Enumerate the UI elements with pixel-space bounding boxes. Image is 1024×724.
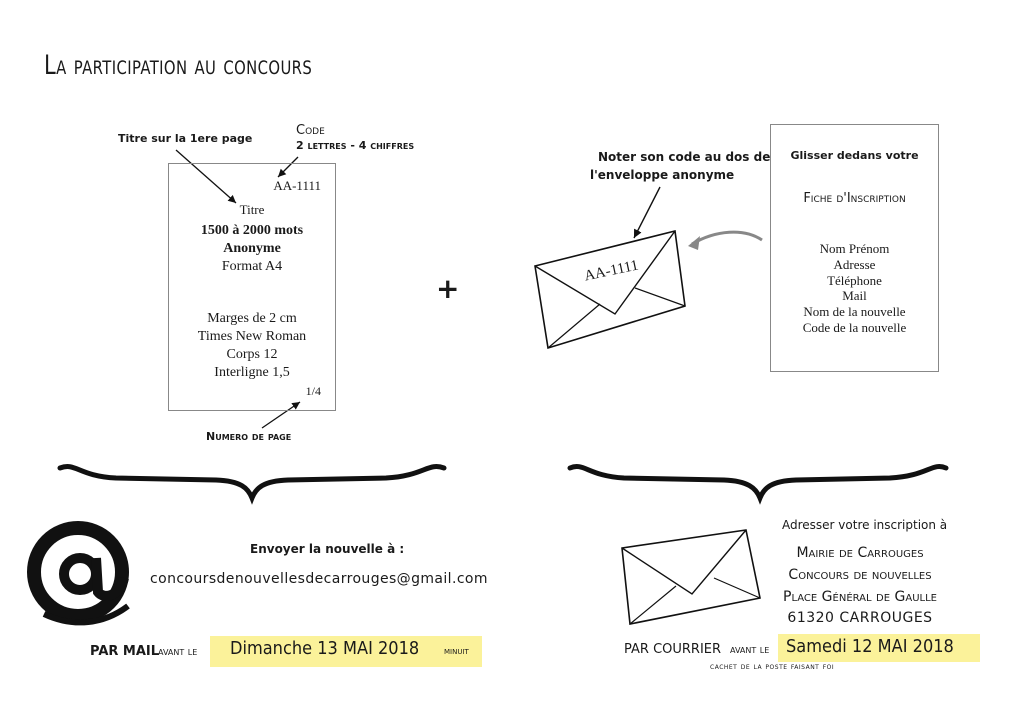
postmark-note: cachet de la poste faisant foi — [710, 662, 835, 672]
fiche-fields — [771, 241, 938, 336]
brace-left-icon — [56, 460, 448, 504]
at-sign-icon — [24, 518, 136, 626]
by-mail-label: PAR MAIL — [90, 644, 160, 659]
code-label: Code — [296, 123, 325, 138]
envelope-code: AA-1111 — [582, 257, 640, 285]
manuscript-anonymous: Anonyme — [223, 241, 281, 256]
address-line2: Concours de nouvelles — [788, 567, 932, 583]
manuscript-format: Format A4 — [221, 259, 283, 274]
manuscript-font: Times New Roman — [197, 329, 307, 344]
fiche-field: Nom de la nouvelle — [803, 304, 906, 320]
fiche-field: Code de la nouvelle — [802, 319, 907, 335]
address-line1: Mairie de Carrouges — [796, 545, 924, 561]
by-post-label: PAR COURRIER — [624, 642, 722, 657]
fiche-field: Mail — [842, 288, 867, 304]
page-number-label: Numero de page — [206, 430, 292, 443]
plus-sign: + — [436, 272, 460, 305]
curved-arrow-icon — [686, 226, 766, 256]
manuscript-size: Corps 12 — [226, 347, 278, 362]
address-line3: Place Général de Gaulle — [783, 589, 937, 605]
manuscript-page — [168, 163, 336, 411]
email-link[interactable]: concoursdenouvellesdecarrouges@gmail.com — [150, 571, 488, 587]
mail-deadline: Dimanche 13 MAI 2018 — [230, 638, 420, 659]
code-format-label: 2 lettres - 4 chiffres — [296, 139, 415, 152]
manuscript-margins: Marges de 2 cm — [207, 311, 297, 326]
manuscript-words: 1500 à 2000 mots — [200, 223, 304, 238]
manuscript-page-number: 1/4 — [305, 384, 321, 398]
envelope-note-line1: Noter son code au dos de — [598, 150, 771, 164]
envelope-bottom-icon — [618, 528, 766, 628]
registration-form-card — [770, 124, 939, 372]
fiche-intro: Glisser dedans votre — [790, 149, 919, 162]
brace-right-icon — [566, 460, 950, 504]
address-line4: 61320 CARROUGES — [787, 610, 933, 626]
envelope-note-line2: l'enveloppe anonyme — [590, 168, 735, 182]
mail-before-label: avant le — [158, 645, 198, 658]
post-deadline: Samedi 12 MAI 2018 — [786, 636, 954, 657]
envelope-icon — [530, 226, 690, 352]
send-label: Envoyer la nouvelle à : — [250, 542, 405, 556]
title-label: Titre sur la 1ere page — [118, 132, 253, 145]
manuscript-spacing: Interligne 1,5 — [214, 365, 290, 380]
fiche-field: Téléphone — [827, 272, 882, 288]
mail-midnight: minuit — [444, 646, 469, 657]
address-label: Adresser votre inscription à — [782, 518, 948, 532]
manuscript-title: Titre — [239, 202, 265, 217]
fiche-field: Nom Prénom — [819, 241, 890, 256]
fiche-field: Adresse — [833, 256, 876, 272]
manuscript-code: AA-1111 — [273, 178, 321, 193]
post-before-label: avant le — [730, 643, 770, 656]
page-title: La participation au concours — [44, 50, 313, 81]
fiche-heading: Fiche d'Inscription — [803, 191, 906, 206]
